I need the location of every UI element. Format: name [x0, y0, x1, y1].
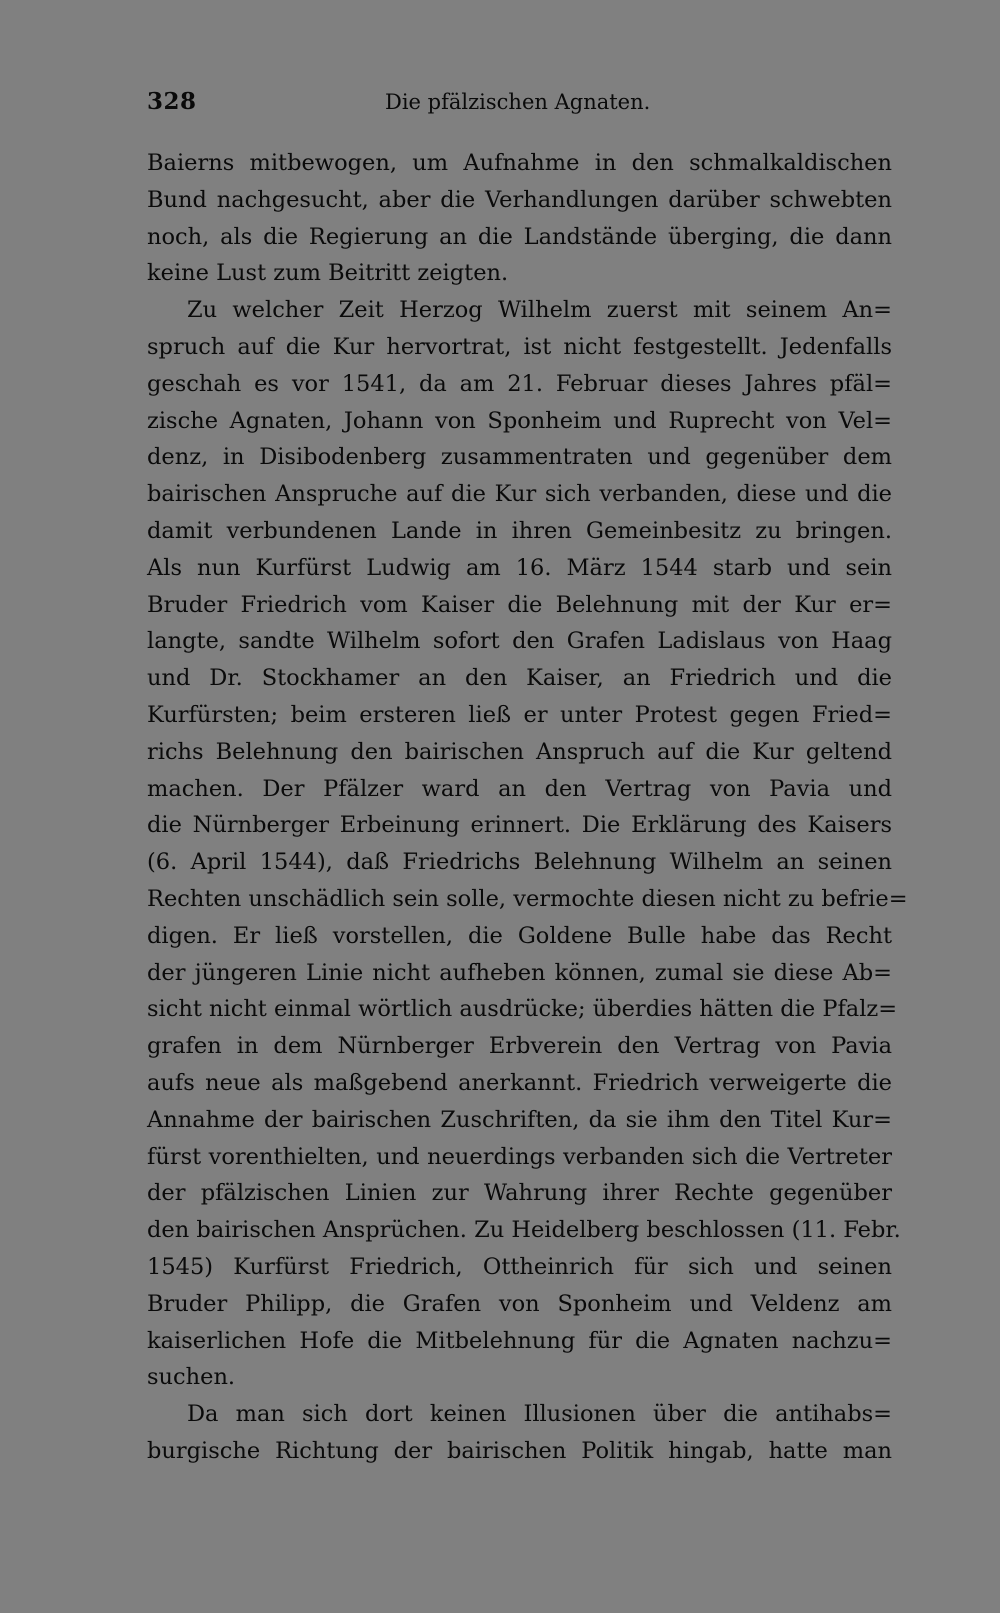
text-line: Bund nachgesucht, aber die Verhandlungen darüber schwebten [147, 186, 892, 213]
text-line: Kurfürsten; beim ersteren ließ er unter Protest gegen Fried= [147, 701, 892, 728]
page-header [147, 88, 872, 122]
text-line: sicht nicht einmal wörtlich ausdrücke; überdies hätten die Pfalz= [147, 996, 898, 1023]
text-line: Rechten unschädlich sein solle, vermochte diesen nicht zu befrie= [147, 885, 908, 912]
text-line: keine Lust zum Beitritt zeigten. [147, 260, 509, 287]
text-line: Bruder Philipp, die Grafen von Sponheim und Veldenz am [147, 1290, 892, 1317]
text-line: suchen. [147, 1364, 236, 1391]
text-line: geschah es vor 1541, da am 21. Februar dieses Jahres pfäl= [147, 370, 892, 397]
text-line: die Nürnberger Erbeinung erinnert. Die Erklärung des Kaisers [147, 812, 892, 839]
text-line: (6. April 1544), daß Friedrichs Belehnung Wilhelm an seinen [147, 849, 892, 876]
text-line: Zu welcher Zeit Herzog Wilhelm zuerst mit seinem An= [187, 297, 892, 324]
text-line: und Dr. Stockhamer an den Kaiser, an Friedrich und die [147, 665, 892, 692]
text-line: digen. Er ließ vorstellen, die Goldene Bulle habe das Recht [147, 922, 892, 949]
text-line: Bruder Friedrich vom Kaiser die Belehnung mit der Kur er= [147, 591, 892, 618]
running-title: Die pfälzischen Agnaten. [385, 90, 651, 114]
text-line: Annahme der bairischen Zuschriften, da sie ihm den Titel Kur= [147, 1106, 892, 1133]
text-line: grafen in dem Nürnberger Erbverein den Vertrag von Pavia [147, 1033, 892, 1060]
text-line: spruch auf die Kur hervortrat, ist nicht festgestellt. Jedenfalls [147, 333, 892, 360]
text-line: 1545) Kurfürst Friedrich, Ottheinrich für sich und seinen [147, 1253, 892, 1280]
text-line: damit verbundenen Lande in ihren Gemeinbesitz zu bringen. [147, 517, 892, 544]
text-line: burgische Richtung der bairischen Politik hingab, hatte man [147, 1437, 892, 1464]
text-line: langte, sandte Wilhelm sofort den Grafen Ladislaus von Haag [147, 628, 892, 655]
text-line: zische Agnaten, Johann von Sponheim und Ruprecht von Vel= [147, 407, 892, 434]
text-line: fürst vorenthielten, und neuerdings verbanden sich die Vertreter [147, 1143, 892, 1170]
text-line: der jüngeren Linie nicht aufheben können, zumal sie diese Ab= [147, 959, 892, 986]
text-line: Baierns mitbewogen, um Aufnahme in den schmalkaldischen [147, 150, 892, 176]
page-number: 328 [147, 88, 197, 115]
text-line: kaiserlichen Hofe die Mitbelehnung für die Agnaten nachzu= [147, 1327, 892, 1354]
text-line: Als nun Kurfürst Ludwig am 16. März 1544 starb und sein [147, 554, 892, 581]
text-line: der pfälzischen Linien zur Wahrung ihrer Rechte gegenüber [147, 1180, 892, 1207]
text-line: noch, als die Regierung an die Landstände überging, die dann [147, 223, 892, 250]
body-text [147, 145, 908, 1470]
text-line: richs Belehnung den bairischen Anspruch auf die Kur geltend [147, 738, 892, 765]
text-line: aufs neue als maßgebend anerkannt. Friedrich verweigerte die [147, 1069, 892, 1096]
text-line: Da man sich dort keinen Illusionen über die antihabs= [187, 1401, 892, 1428]
text-line: den bairischen Ansprüchen. Zu Heidelberg beschlossen (11. Febr. [147, 1217, 901, 1244]
text-line: bairischen Anspruche auf die Kur sich verbanden, diese und die [147, 481, 892, 508]
text-line: machen. Der Pfälzer ward an den Vertrag von Pavia und [147, 775, 892, 802]
text-line: denz, in Disibodenberg zusammentraten und gegenüber dem [147, 444, 892, 471]
